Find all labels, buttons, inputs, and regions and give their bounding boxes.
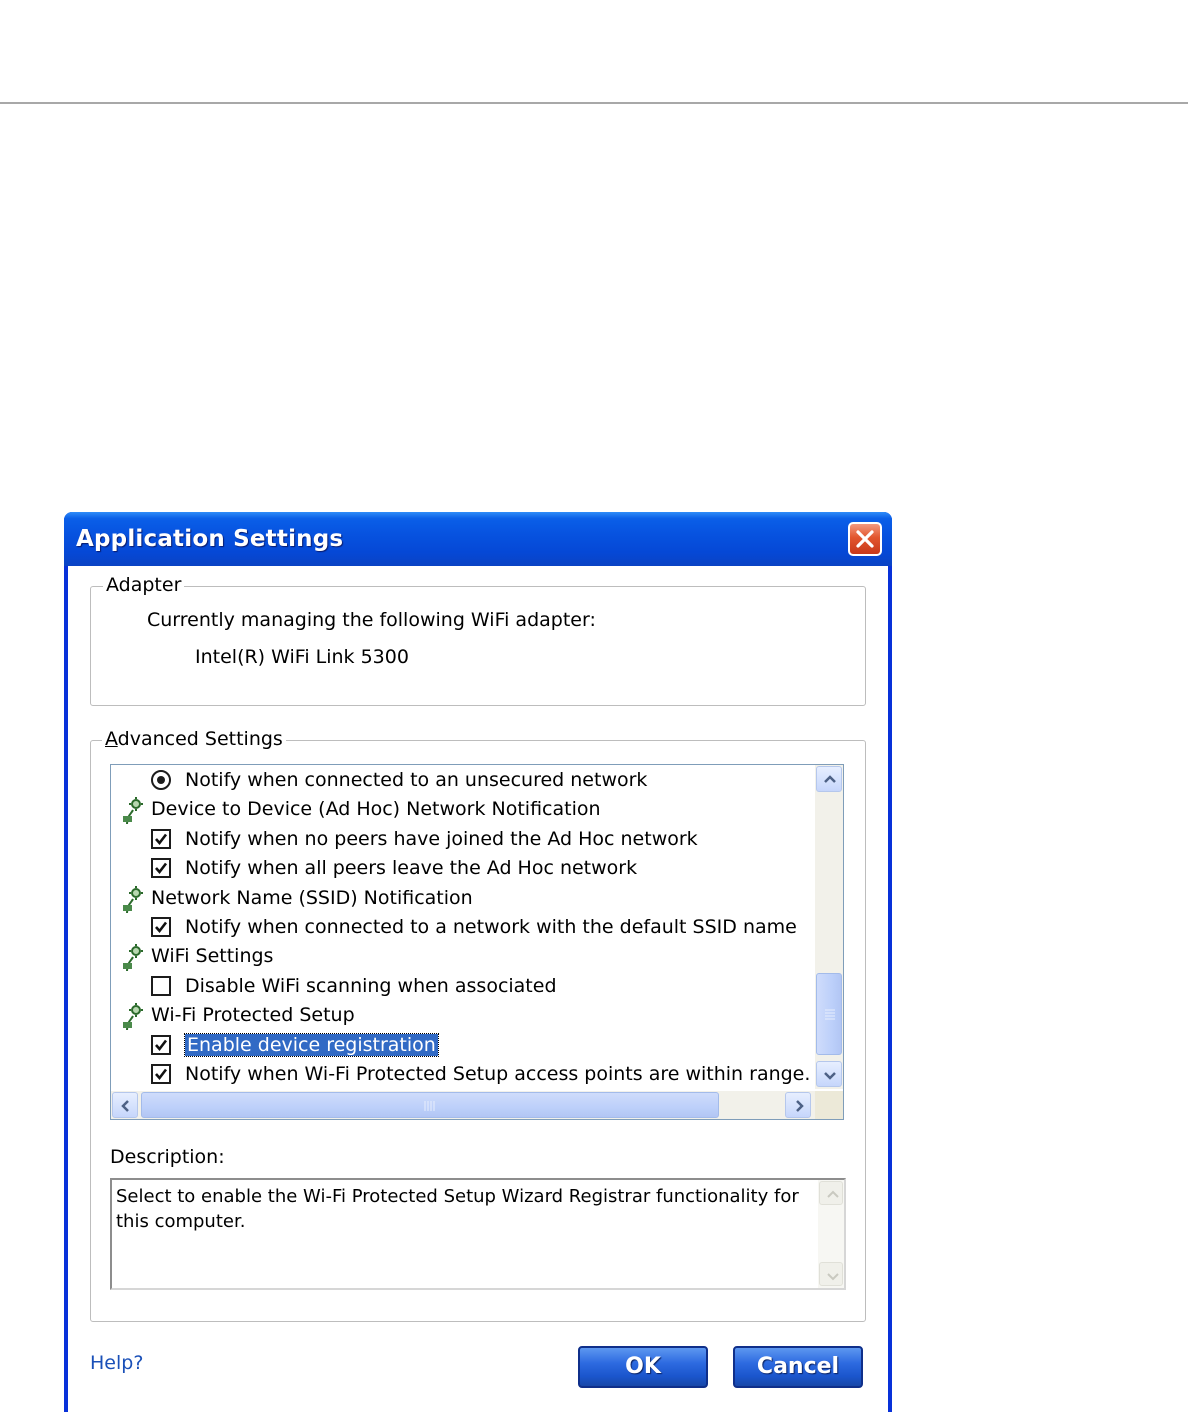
checkbox[interactable] [151, 976, 171, 996]
checkmark-icon [154, 832, 168, 846]
grip-icon [817, 974, 843, 1056]
group-label: WiFi Settings [151, 945, 274, 968]
checkbox-option-row[interactable] [111, 1032, 811, 1060]
vertical-scroll-thumb[interactable] [816, 973, 842, 1055]
checkmark-icon [154, 1038, 168, 1052]
group-label: Wi-Fi Protected Setup [151, 1004, 355, 1027]
radio-button[interactable] [151, 770, 171, 790]
horizontal-scrollbar[interactable] [111, 1091, 815, 1119]
settings-group-row[interactable] [111, 943, 811, 971]
scrollbar-corner [815, 1091, 843, 1119]
scroll-right-button[interactable] [785, 1092, 811, 1118]
grip-icon [142, 1093, 720, 1119]
settings-group-row[interactable] [111, 796, 811, 824]
checkmark-icon [154, 861, 168, 875]
description-scroll-down-button [819, 1262, 843, 1286]
checkbox-option-row[interactable] [111, 973, 811, 1001]
checkbox-option-row[interactable] [111, 914, 811, 942]
settings-group-row[interactable] [111, 1002, 811, 1030]
settings-group-row[interactable] [111, 885, 811, 913]
chevron-up-icon [823, 773, 837, 787]
checkbox[interactable] [151, 917, 171, 937]
adapter-group [90, 574, 866, 706]
checkbox-option-row[interactable] [111, 855, 811, 883]
group-label: Device to Device (Ad Hoc) Network Notification [151, 798, 601, 821]
cancel-button[interactable]: Cancel [733, 1346, 863, 1388]
option-label: Notify when all peers leave the Ad Hoc network [185, 857, 638, 880]
checkbox[interactable] [151, 858, 171, 878]
application-settings-dialog [64, 512, 892, 1412]
horizontal-scroll-thumb[interactable] [141, 1092, 719, 1118]
checkmark-icon [154, 1067, 168, 1081]
advanced-settings-list[interactable] [110, 764, 844, 1120]
description-scrollbar [818, 1180, 844, 1288]
scroll-up-button[interactable] [816, 766, 842, 792]
description-label: Description: [110, 1146, 225, 1168]
chevron-right-icon [792, 1099, 806, 1113]
option-label: Notify when no peers have joined the Ad Hoc network [185, 827, 698, 850]
checkbox[interactable] [151, 829, 171, 849]
description-scroll-up-button [819, 1181, 843, 1205]
page-divider [0, 102, 1188, 104]
chevron-left-icon [119, 1099, 133, 1113]
option-label: Notify when Wi-Fi Protected Setup access points are within range. [185, 1063, 811, 1085]
dialog-body [68, 566, 888, 1412]
option-label: Notify when connected to an unsecured network [185, 769, 648, 791]
vertical-scrollbar[interactable] [815, 765, 843, 1089]
option-label: Disable WiFi scanning when associated [185, 974, 557, 997]
chevron-down-icon [826, 1269, 840, 1283]
checkbox[interactable] [151, 1064, 171, 1084]
scroll-down-button[interactable] [816, 1061, 842, 1087]
help-link[interactable]: Help? [90, 1352, 144, 1374]
dialog-title: Application Settings [76, 526, 344, 552]
adapter-name: Intel(R) WiFi Link 5300 [195, 646, 409, 668]
group-label: Network Name (SSID) Notification [151, 886, 473, 909]
close-icon [855, 529, 875, 549]
close-button[interactable] [848, 522, 882, 556]
ok-button[interactable]: OK [578, 1346, 708, 1388]
radio-option-row[interactable] [111, 767, 811, 795]
description-box [110, 1178, 846, 1290]
checkbox[interactable] [151, 1035, 171, 1055]
title-bar[interactable] [64, 512, 892, 566]
managing-text: Currently managing the following WiFi adapter: [147, 609, 596, 631]
description-text: Select to enable the Wi-Fi Protected Setup Wizard Registrar functionality for this computer. [116, 1186, 799, 1232]
checkbox-option-row[interactable] [111, 1061, 811, 1089]
chevron-up-icon [826, 1188, 840, 1202]
scroll-left-button[interactable] [112, 1092, 138, 1118]
advanced-settings-legend: Advanced Settings [102, 728, 286, 750]
chevron-down-icon [823, 1068, 837, 1082]
checkmark-icon [154, 920, 168, 934]
adapter-legend: Adapter [103, 574, 184, 596]
checkbox-option-row[interactable] [111, 826, 811, 854]
option-label: Enable device registration [187, 1033, 436, 1056]
option-label: Notify when connected to a network with the default SSID name [185, 916, 797, 938]
